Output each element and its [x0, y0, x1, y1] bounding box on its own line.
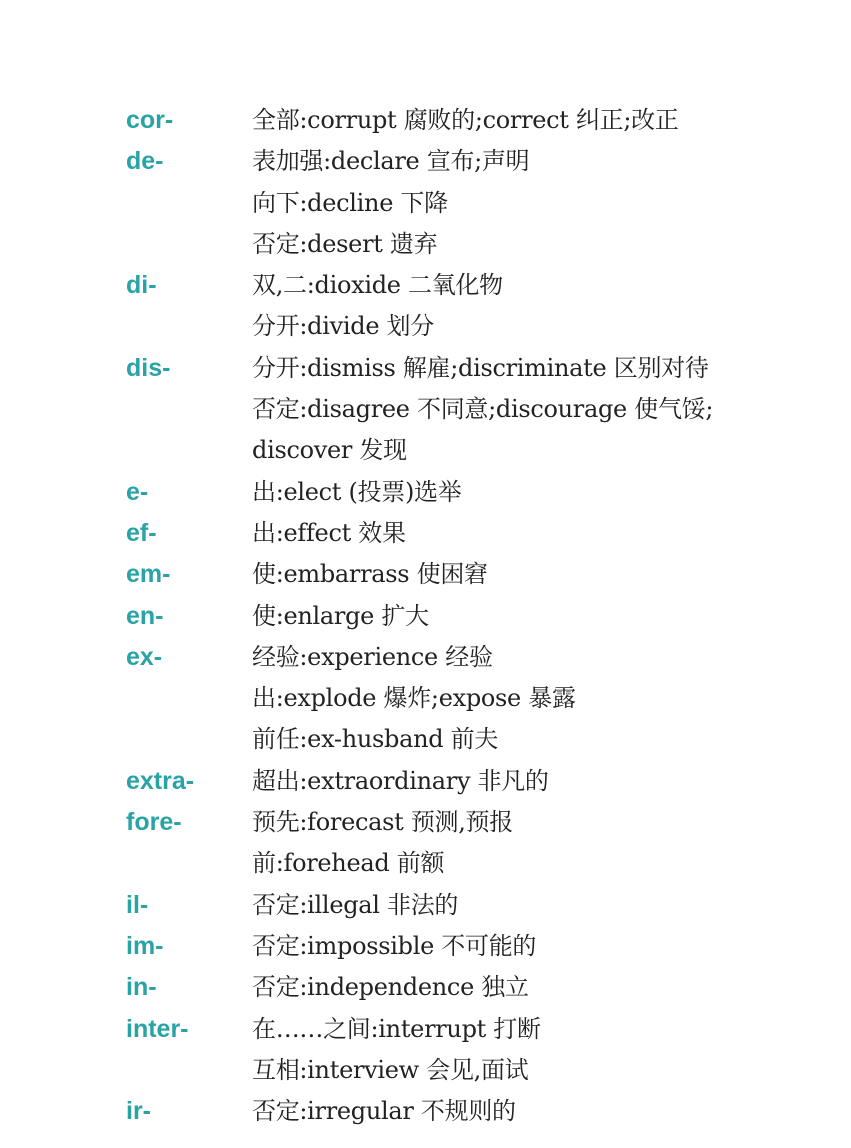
entry-meaning: 使:enlarge 扩大 [252, 601, 429, 630]
entry-row [0, 513, 851, 554]
entry-meaning: 经验:experience 经验 [252, 642, 493, 671]
entry-row [0, 306, 851, 347]
entry-meaning: 分开:dismiss 解雇;discriminate 区别对待 [252, 353, 709, 382]
entry-meaning: 预先:forecast 预测,预报 [252, 808, 513, 837]
entry-row [0, 637, 851, 678]
entry-meaning: 前:forehead 前额 [252, 849, 445, 878]
entry-meaning: 否定:desert 遗弃 [252, 229, 438, 258]
entry-meaning: 前任:ex-husband 前夫 [252, 725, 499, 754]
entry-meaning: 否定:irregular 不规则的 [252, 1097, 516, 1126]
entry-meaning: discover 发现 [252, 436, 407, 465]
entry-row [0, 885, 851, 926]
entry-prefix: inter- [126, 1014, 189, 1043]
entry-row [0, 141, 851, 182]
entry-row [0, 678, 851, 719]
entry-prefix: extra- [126, 766, 195, 795]
entry-meaning: 出:elect (投票)选举 [252, 477, 462, 506]
entry-row [0, 926, 851, 967]
entry-prefix: de- [126, 147, 164, 176]
entry-row [0, 802, 851, 843]
entry-meaning: 双,二:dioxide 二氧化物 [252, 271, 503, 300]
entry-prefix: fore- [126, 808, 182, 837]
entry-row [0, 224, 851, 265]
entry-prefix: in- [126, 973, 157, 1002]
entry-prefix: il- [126, 890, 149, 919]
entry-meaning: 在……之间:interrupt 打断 [252, 1014, 541, 1043]
entry-meaning: 出:effect 效果 [252, 518, 406, 547]
entry-row [0, 100, 851, 141]
entry-prefix: im- [126, 931, 164, 960]
entry-prefix: en- [126, 601, 164, 630]
entry-meaning: 否定:independence 独立 [252, 973, 529, 1002]
entry-row [0, 389, 851, 430]
entry-row [0, 1009, 851, 1050]
entry-meaning: 否定:illegal 非法的 [252, 890, 459, 919]
entry-prefix: em- [126, 560, 171, 589]
entry-row [0, 472, 851, 513]
entry-row [0, 843, 851, 884]
entry-meaning: 使:embarrass 使困窘 [252, 560, 488, 589]
entry-meaning: 出:explode 爆炸;expose 暴露 [252, 684, 576, 713]
entry-row [0, 554, 851, 595]
entry-row [0, 265, 851, 306]
entry-prefix: cor- [126, 106, 174, 134]
entry-meaning: 否定:impossible 不可能的 [252, 931, 537, 960]
prefix-entry-list [0, 100, 851, 1132]
entry-meaning: 超出:extraordinary 非凡的 [252, 766, 549, 795]
entry-row [0, 761, 851, 802]
entry-row [0, 348, 851, 389]
entry-meaning: 分开:divide 划分 [252, 312, 434, 341]
entry-meaning: 表加强:declare 宣布;声明 [252, 147, 530, 176]
entry-row [0, 596, 851, 637]
entry-row [0, 967, 851, 1008]
entry-prefix: ef- [126, 518, 157, 547]
entry-row [0, 1050, 851, 1091]
entry-meaning: 否定:disagree 不同意;discourage 使气馁; [252, 395, 714, 424]
entry-row [0, 1091, 851, 1132]
entry-prefix: e- [126, 477, 149, 506]
entry-meaning: 互相:interview 会见,面试 [252, 1055, 529, 1084]
entry-meaning: 全部:corrupt 腐败的;correct 纠正;改正 [252, 106, 679, 134]
entry-row [0, 719, 851, 760]
entry-prefix: ex- [126, 642, 163, 671]
entry-prefix: ir- [126, 1097, 151, 1126]
entry-row [0, 430, 851, 471]
entry-prefix: di- [126, 271, 157, 300]
entry-row [0, 183, 851, 224]
entry-prefix: dis- [126, 353, 171, 382]
entry-meaning: 向下:decline 下降 [252, 188, 448, 217]
